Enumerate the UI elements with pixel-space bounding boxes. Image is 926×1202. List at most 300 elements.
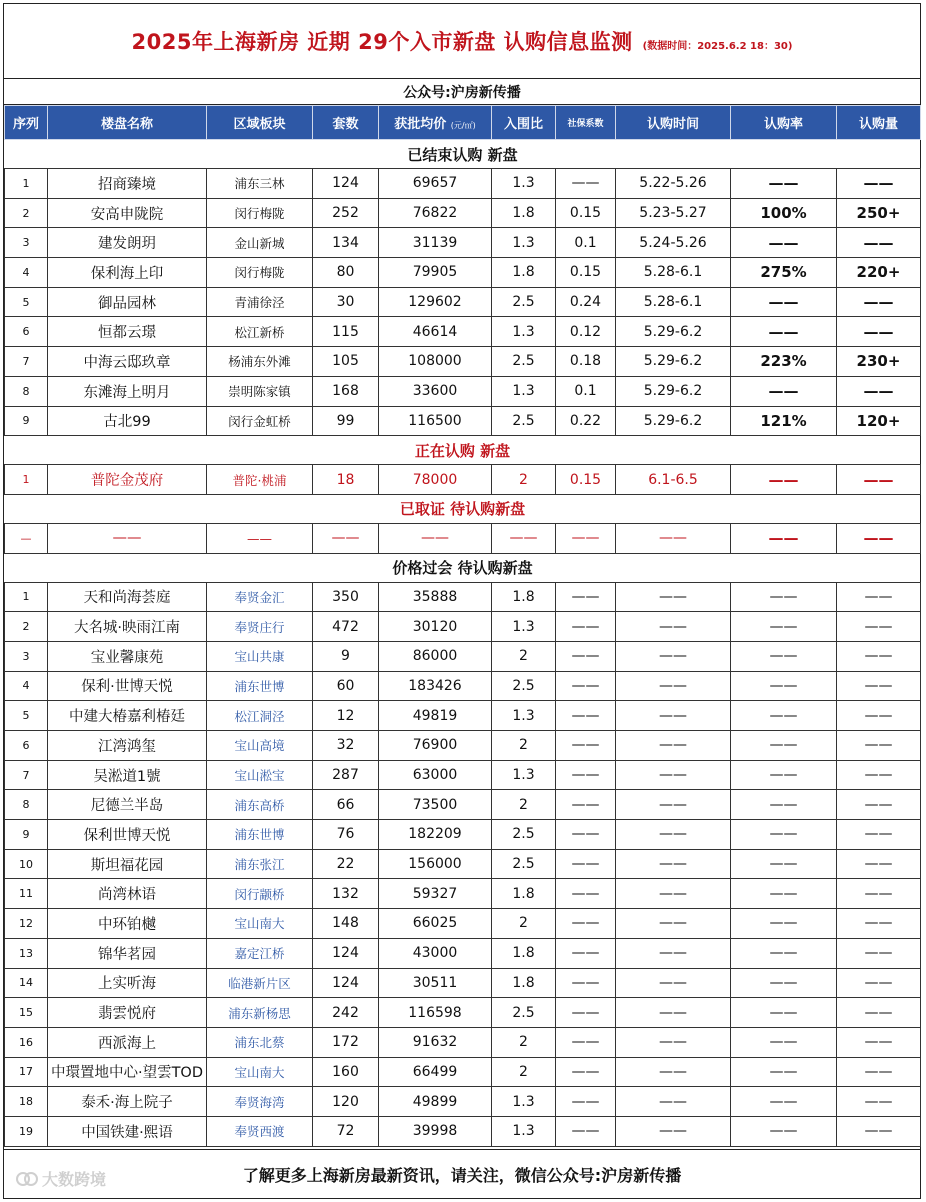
cell-time: ——	[616, 820, 731, 850]
cell-time: ——	[616, 731, 731, 761]
cell-time: 5.22-5.26	[616, 169, 731, 199]
table-row	[5, 909, 921, 939]
cell-ratio: 1.3	[492, 228, 556, 258]
cell-time: ——	[616, 998, 731, 1028]
cell-time: ——	[616, 760, 731, 790]
cell-ratio: 1.3	[492, 612, 556, 642]
cell-name: 大名城·映雨江南	[48, 612, 207, 642]
cell-no: 9	[5, 406, 48, 436]
cell-time: ——	[616, 938, 731, 968]
cell-ratio: 1.3	[492, 376, 556, 406]
cell-time: ——	[616, 790, 731, 820]
cell-area: 青浦徐泾	[207, 287, 313, 317]
cell-price: 78000	[379, 465, 492, 495]
cell-units: 105	[313, 347, 379, 377]
cell-area: 奉贤西渡	[207, 1116, 313, 1146]
cell-price: 69657	[379, 169, 492, 199]
cell-time: ——	[616, 909, 731, 939]
cell-name: 天和尚海荟庭	[48, 582, 207, 612]
cell-volume: ——	[837, 731, 921, 761]
cell-time: ——	[616, 523, 731, 553]
cell-ratio: 2.5	[492, 406, 556, 436]
cell-area: 临港新片区	[207, 968, 313, 998]
cell-volume: 230+	[837, 347, 921, 377]
watermark-icon	[16, 1171, 38, 1187]
cell-units: 60	[313, 671, 379, 701]
cell-area: 奉贤庄行	[207, 612, 313, 642]
table-row	[5, 1057, 921, 1087]
cell-price: 73500	[379, 790, 492, 820]
cell-ratio: 2.5	[492, 287, 556, 317]
table-row	[5, 228, 921, 258]
cell-time: 5.29-6.2	[616, 317, 731, 347]
cell-units: 30	[313, 287, 379, 317]
col-units-header: 套数	[313, 106, 379, 140]
cell-area: 浦东高桥	[207, 790, 313, 820]
watermark-text: 大数跨境	[42, 1170, 107, 1189]
cell-price: 76822	[379, 198, 492, 228]
cell-units: 172	[313, 1027, 379, 1057]
cell-units: 134	[313, 228, 379, 258]
cell-rate: ——	[731, 790, 837, 820]
col-name-header: 楼盘名称	[48, 106, 207, 140]
cell-units: ——	[313, 523, 379, 553]
section-title: 价格过会 待认购新盘	[5, 553, 921, 582]
cell-social: 0.1	[556, 376, 616, 406]
report-frame	[3, 3, 921, 1199]
cell-units: 242	[313, 998, 379, 1028]
cell-ratio: 2	[492, 1027, 556, 1057]
cell-units: 132	[313, 879, 379, 909]
cell-area: 奉贤海湾	[207, 1087, 313, 1117]
cell-volume: 250+	[837, 198, 921, 228]
cell-social: 0.15	[556, 258, 616, 288]
table-row	[5, 1027, 921, 1057]
cell-no: 8	[5, 376, 48, 406]
cell-social: 0.15	[556, 465, 616, 495]
cell-volume: ——	[837, 968, 921, 998]
cell-social: ——	[556, 671, 616, 701]
cell-time: ——	[616, 879, 731, 909]
cell-no: 5	[5, 287, 48, 317]
cell-no: 1	[5, 169, 48, 199]
cell-no: 11	[5, 879, 48, 909]
cell-volume: ——	[837, 169, 921, 199]
table-row	[5, 790, 921, 820]
cell-rate: ——	[731, 169, 837, 199]
cell-time: 5.29-6.2	[616, 376, 731, 406]
cell-rate: ——	[731, 317, 837, 347]
cell-social: ——	[556, 909, 616, 939]
cell-price: 182209	[379, 820, 492, 850]
cell-name: ——	[48, 523, 207, 553]
cell-volume: ——	[837, 228, 921, 258]
cell-rate: 100%	[731, 198, 837, 228]
cell-no: 16	[5, 1027, 48, 1057]
cell-units: 148	[313, 909, 379, 939]
cell-name: 上实听海	[48, 968, 207, 998]
cell-price: 30511	[379, 968, 492, 998]
cell-social: 0.12	[556, 317, 616, 347]
cell-area: ——	[207, 523, 313, 553]
table-row	[5, 582, 921, 612]
cell-time: ——	[616, 968, 731, 998]
cell-no: 8	[5, 790, 48, 820]
cell-no: 10	[5, 849, 48, 879]
cell-ratio: 2	[492, 731, 556, 761]
cell-units: 80	[313, 258, 379, 288]
cell-volume: ——	[837, 465, 921, 495]
table-body	[5, 140, 921, 1147]
cell-price: 116500	[379, 406, 492, 436]
cell-name: 尚湾林语	[48, 879, 207, 909]
cell-ratio: 1.8	[492, 879, 556, 909]
cell-time: 5.29-6.2	[616, 406, 731, 436]
cell-rate: ——	[731, 465, 837, 495]
table-row	[5, 376, 921, 406]
cell-ratio: 2.5	[492, 820, 556, 850]
cell-name: 中海云邸玖章	[48, 347, 207, 377]
cell-name: 中环铂樾	[48, 909, 207, 939]
cell-time: 5.29-6.2	[616, 347, 731, 377]
cell-volume: ——	[837, 523, 921, 553]
cell-name: 古北99	[48, 406, 207, 436]
cell-ratio: 1.8	[492, 938, 556, 968]
cell-ratio: 1.8	[492, 198, 556, 228]
cell-units: 350	[313, 582, 379, 612]
cell-no: 3	[5, 641, 48, 671]
cell-no: 13	[5, 938, 48, 968]
cell-price: 30120	[379, 612, 492, 642]
col-volume-header: 认购量	[837, 106, 921, 140]
cell-name: 吴淞道1號	[48, 760, 207, 790]
cell-units: 168	[313, 376, 379, 406]
cell-name: 招商臻境	[48, 169, 207, 199]
table-row	[5, 820, 921, 850]
cell-units: 160	[313, 1057, 379, 1087]
cell-ratio: 2	[492, 909, 556, 939]
cell-name: 中環置地中心·望雲TOD	[48, 1057, 207, 1087]
cell-volume: ——	[837, 849, 921, 879]
table-row	[5, 879, 921, 909]
cell-social: 0.15	[556, 198, 616, 228]
cell-name: 东滩海上明月	[48, 376, 207, 406]
cell-rate: ——	[731, 998, 837, 1028]
cell-ratio: 1.8	[492, 968, 556, 998]
cell-area: 嘉定江桥	[207, 938, 313, 968]
cell-social: ——	[556, 938, 616, 968]
cell-social: 0.18	[556, 347, 616, 377]
cell-rate: ——	[731, 1027, 837, 1057]
cell-social: ——	[556, 998, 616, 1028]
cell-rate: ——	[731, 1057, 837, 1087]
cell-units: 252	[313, 198, 379, 228]
table-row	[5, 701, 921, 731]
cell-rate: ——	[731, 938, 837, 968]
cell-no: 2	[5, 198, 48, 228]
cell-name: 保利海上印	[48, 258, 207, 288]
cell-time: ——	[616, 1087, 731, 1117]
cell-area: 浦东世博	[207, 671, 313, 701]
cell-ratio: 2.5	[492, 998, 556, 1028]
table-row	[5, 258, 921, 288]
title-row	[4, 4, 920, 79]
cell-rate: ——	[731, 612, 837, 642]
cell-name: 中建大椿嘉利椿廷	[48, 701, 207, 731]
cell-ratio: 1.3	[492, 317, 556, 347]
cell-time: 5.28-6.1	[616, 287, 731, 317]
cell-area: 闵行梅陇	[207, 258, 313, 288]
cell-volume: ——	[837, 879, 921, 909]
table-row	[5, 347, 921, 377]
cell-no: 1	[5, 582, 48, 612]
table-row	[5, 317, 921, 347]
cell-rate: ——	[731, 968, 837, 998]
cell-name: 泰禾·海上院子	[48, 1087, 207, 1117]
cell-ratio: 1.3	[492, 1087, 556, 1117]
cell-name: 尼德兰半岛	[48, 790, 207, 820]
cell-price: 46614	[379, 317, 492, 347]
cell-ratio: 1.3	[492, 1116, 556, 1146]
cell-area: 崇明陈家镇	[207, 376, 313, 406]
cell-units: 72	[313, 1116, 379, 1146]
cell-rate: ——	[731, 641, 837, 671]
cell-price: 39998	[379, 1116, 492, 1146]
cell-time: 5.23-5.27	[616, 198, 731, 228]
cell-volume: ——	[837, 612, 921, 642]
cell-time: ——	[616, 701, 731, 731]
table-row	[5, 938, 921, 968]
table-row	[5, 198, 921, 228]
cell-price: 91632	[379, 1027, 492, 1057]
section-title: 正在认购 新盘	[5, 436, 921, 465]
cell-area: 松江洞泾	[207, 701, 313, 731]
cell-volume: ——	[837, 938, 921, 968]
cell-time: ——	[616, 849, 731, 879]
cell-area: 闵行金虹桥	[207, 406, 313, 436]
cell-units: 124	[313, 938, 379, 968]
data-time-note: (数据时间：2025.6.2 18：30)	[642, 40, 793, 52]
listing-table	[4, 105, 921, 1147]
cell-units: 66	[313, 790, 379, 820]
cell-no: 4	[5, 671, 48, 701]
cell-name: 西派海上	[48, 1027, 207, 1057]
cell-price: 31139	[379, 228, 492, 258]
cell-rate: ——	[731, 879, 837, 909]
cell-price: 183426	[379, 671, 492, 701]
cell-rate: ——	[731, 523, 837, 553]
cell-area: 宝山南大	[207, 1057, 313, 1087]
cell-rate: ——	[731, 849, 837, 879]
cell-rate: ——	[731, 909, 837, 939]
cell-ratio: 1.8	[492, 582, 556, 612]
cell-ratio: 2.5	[492, 347, 556, 377]
cell-name: 建发朗玥	[48, 228, 207, 258]
cell-price: 66499	[379, 1057, 492, 1087]
cell-ratio: 2	[492, 465, 556, 495]
cell-time: 5.28-6.1	[616, 258, 731, 288]
cell-volume: 120+	[837, 406, 921, 436]
cell-social: ——	[556, 701, 616, 731]
cell-time: ——	[616, 671, 731, 701]
cell-volume: ——	[837, 820, 921, 850]
cell-rate: ——	[731, 1087, 837, 1117]
cell-time: 6.1-6.5	[616, 465, 731, 495]
cell-area: 宝山淞宝	[207, 760, 313, 790]
cell-no: 4	[5, 258, 48, 288]
cell-no: 12	[5, 909, 48, 939]
cell-price: 49899	[379, 1087, 492, 1117]
cell-no: 7	[5, 760, 48, 790]
cell-ratio: 2.5	[492, 849, 556, 879]
cell-social: ——	[556, 1116, 616, 1146]
cell-no: 1	[5, 465, 48, 495]
cell-rate: ——	[731, 820, 837, 850]
cell-time: 5.24-5.26	[616, 228, 731, 258]
cell-social: ——	[556, 582, 616, 612]
cell-ratio: 2	[492, 1057, 556, 1087]
cell-time: ——	[616, 612, 731, 642]
cell-area: 宝山南大	[207, 909, 313, 939]
cell-area: 闵行颛桥	[207, 879, 313, 909]
cell-area: 金山新城	[207, 228, 313, 258]
cell-rate: ——	[731, 701, 837, 731]
table-row	[5, 998, 921, 1028]
cell-units: 18	[313, 465, 379, 495]
cell-social: ——	[556, 169, 616, 199]
cell-units: 76	[313, 820, 379, 850]
cell-rate: ——	[731, 287, 837, 317]
cell-volume: ——	[837, 317, 921, 347]
cell-ratio: ——	[492, 523, 556, 553]
cell-volume: ——	[837, 998, 921, 1028]
price-header-label: 获批均价	[394, 117, 447, 132]
cell-name: 御品园林	[48, 287, 207, 317]
cell-units: 120	[313, 1087, 379, 1117]
cell-no: 7	[5, 347, 48, 377]
cell-no: 14	[5, 968, 48, 998]
cell-ratio: 2	[492, 641, 556, 671]
table-row	[5, 849, 921, 879]
cell-rate: ——	[731, 228, 837, 258]
cell-area: 宝山高境	[207, 731, 313, 761]
col-social-header: 社保系数	[556, 106, 616, 140]
cell-social: ——	[556, 760, 616, 790]
cell-units: 472	[313, 612, 379, 642]
cell-units: 99	[313, 406, 379, 436]
cell-ratio: 1.3	[492, 169, 556, 199]
cell-social: ——	[556, 731, 616, 761]
account-row: 公众号:沪房新传播	[4, 79, 920, 105]
cell-volume: ——	[837, 790, 921, 820]
cell-units: 124	[313, 968, 379, 998]
cell-no: 15	[5, 998, 48, 1028]
table-row	[5, 612, 921, 642]
cell-name: 恒都云璟	[48, 317, 207, 347]
table-row	[5, 671, 921, 701]
cell-units: 9	[313, 641, 379, 671]
cell-no: 3	[5, 228, 48, 258]
cell-rate: 223%	[731, 347, 837, 377]
cell-social: ——	[556, 879, 616, 909]
cell-area: 浦东三林	[207, 169, 313, 199]
cell-price: 66025	[379, 909, 492, 939]
cell-no: 2	[5, 612, 48, 642]
cell-ratio: 1.3	[492, 701, 556, 731]
cell-social: ——	[556, 968, 616, 998]
section-licensed	[5, 494, 921, 523]
table-row	[5, 169, 921, 199]
cell-units: 22	[313, 849, 379, 879]
footer-text: 了解更多上海新房最新资讯，请关注，微信公众号:沪房新传播	[242, 1165, 682, 1185]
cell-rate: ——	[731, 671, 837, 701]
cell-no: 5	[5, 701, 48, 731]
cell-volume: ——	[837, 1057, 921, 1087]
table-row	[5, 641, 921, 671]
cell-no: 17	[5, 1057, 48, 1087]
cell-area: 宝山共康	[207, 641, 313, 671]
cell-price: 156000	[379, 849, 492, 879]
col-rate-header: 认购率	[731, 106, 837, 140]
cell-price: 33600	[379, 376, 492, 406]
cell-area: 松江新桥	[207, 317, 313, 347]
table-row	[5, 465, 921, 495]
cell-volume: ——	[837, 1116, 921, 1146]
table-row	[5, 731, 921, 761]
cell-rate: ——	[731, 731, 837, 761]
cell-name: 保利·世博天悦	[48, 671, 207, 701]
cell-social: 0.22	[556, 406, 616, 436]
cell-volume: 220+	[837, 258, 921, 288]
cell-name: 中国铁建·熙语	[48, 1116, 207, 1146]
cell-volume: ——	[837, 701, 921, 731]
cell-price: 43000	[379, 938, 492, 968]
col-price-header	[379, 106, 492, 140]
cell-price: 116598	[379, 998, 492, 1028]
cell-price: ——	[379, 523, 492, 553]
cell-price: 76900	[379, 731, 492, 761]
cell-rate: ——	[731, 760, 837, 790]
table-row	[5, 968, 921, 998]
cell-price: 49819	[379, 701, 492, 731]
cell-ratio: 2.5	[492, 671, 556, 701]
cell-rate: ——	[731, 582, 837, 612]
footer	[4, 1149, 920, 1198]
cell-social: 0.1	[556, 228, 616, 258]
cell-volume: ——	[837, 287, 921, 317]
table-row	[5, 523, 921, 553]
header-row	[5, 106, 921, 140]
cell-area: 普陀·桃浦	[207, 465, 313, 495]
table-row	[5, 406, 921, 436]
cell-volume: ——	[837, 376, 921, 406]
section-price_approved	[5, 553, 921, 582]
cell-social: ——	[556, 1027, 616, 1057]
cell-social: ——	[556, 1057, 616, 1087]
section-title: 已取证 待认购新盘	[5, 494, 921, 523]
cell-social: 0.24	[556, 287, 616, 317]
cell-name: 普陀金茂府	[48, 465, 207, 495]
cell-price: 59327	[379, 879, 492, 909]
cell-name: 宝业馨康苑	[48, 641, 207, 671]
cell-price: 86000	[379, 641, 492, 671]
cell-name: 翡雲悦府	[48, 998, 207, 1028]
cell-volume: ——	[837, 760, 921, 790]
cell-area: 奉贤金汇	[207, 582, 313, 612]
cell-no: 19	[5, 1116, 48, 1146]
cell-time: ——	[616, 582, 731, 612]
cell-name: 斯坦福花园	[48, 849, 207, 879]
